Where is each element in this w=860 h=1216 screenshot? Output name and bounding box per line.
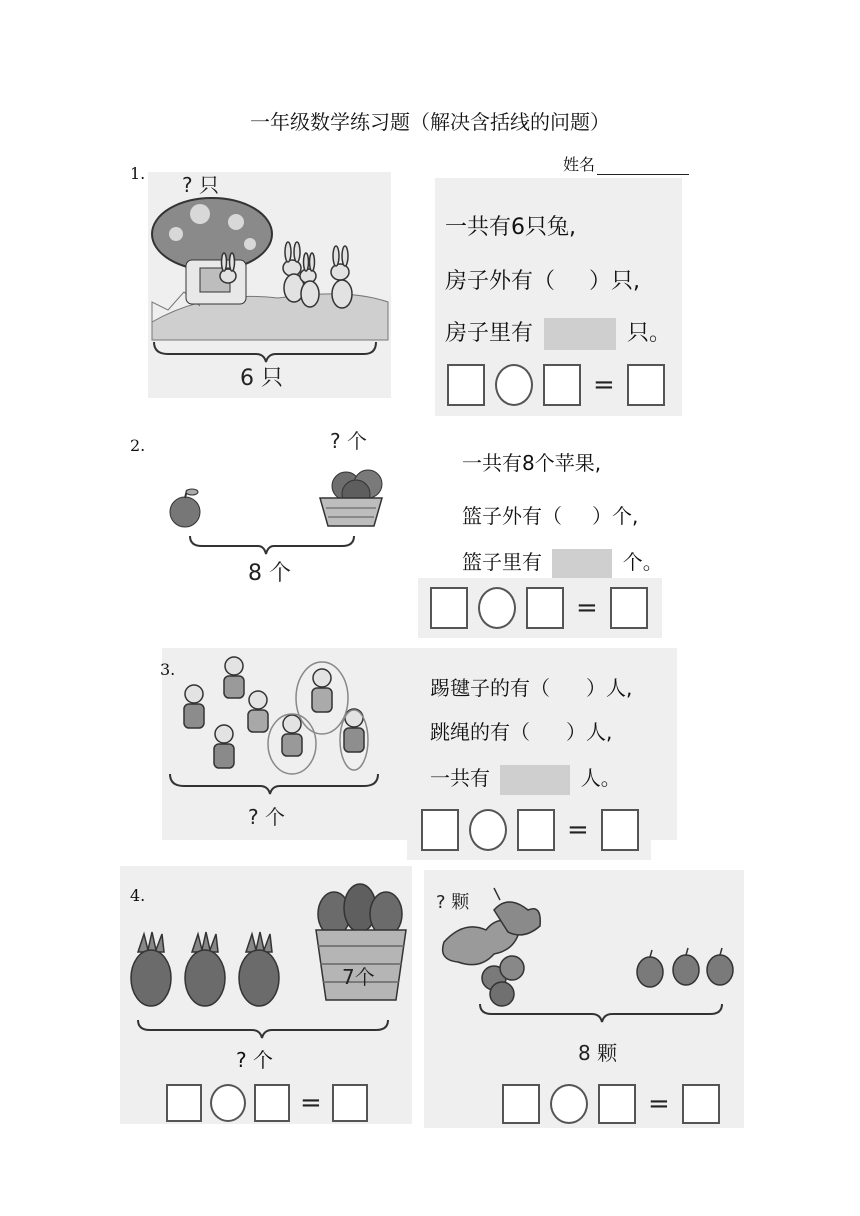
operand-box[interactable] [254,1084,290,1122]
brace [190,536,354,554]
name-field [563,152,689,175]
operand-box[interactable] [421,809,459,851]
q3-picture [164,648,396,838]
q2-line-outside: 篮子外有（ ）个, [462,504,639,528]
brace [154,342,376,362]
result-box[interactable] [601,809,639,851]
q3-line-rope: 跳绳的有（ ）人, [430,720,613,744]
q4-basket-label: 7个 [342,965,375,989]
children-icon [184,657,364,768]
equation-row [407,800,651,860]
equals-sign: = [648,1089,670,1119]
q5-total: 8 颗 [578,1041,618,1065]
result-box[interactable] [610,587,648,629]
answer-box[interactable] [552,549,612,579]
pineapple-icon [131,932,279,1006]
answer-box[interactable] [500,765,570,795]
q2-line-inside: 篮子里有 个。 [462,546,663,579]
question-number: 2. [130,436,146,455]
equals-sign: = [567,815,589,845]
operator-circle[interactable] [469,809,507,851]
result-box[interactable] [682,1084,720,1124]
operand-box[interactable] [166,1084,202,1122]
operand-box[interactable] [502,1084,540,1124]
equation-row [418,578,662,638]
q2-question-mark: ? 个 [330,429,367,453]
operand-box[interactable] [526,587,564,629]
q1-total: 6 只 [240,366,283,391]
q3-line-total: 一共有 人。 [430,762,621,795]
name-blank[interactable] [597,156,689,175]
equation-row [502,1084,720,1124]
operator-circle[interactable] [550,1084,588,1124]
q5-question-mark: ? 颗 [436,892,470,913]
page-title: 一年级数学练习题（解决含括线的问题） [250,110,610,134]
result-box[interactable] [332,1084,368,1122]
operator-circle[interactable] [495,364,533,406]
q2-total: 8 个 [248,561,291,586]
equation-row [166,1084,368,1122]
q4-picture [120,866,412,1056]
q1-question-mark: ? 只 [182,173,219,197]
result-box[interactable] [627,364,665,406]
q2-picture [160,428,400,592]
fruit-icon [637,948,733,987]
brace [480,1004,722,1022]
brace [170,774,378,794]
equals-sign: = [576,593,598,623]
equation-row [447,364,665,406]
q3-total: ? 个 [248,805,285,829]
operand-box[interactable] [598,1084,636,1124]
operand-box[interactable] [517,809,555,851]
operator-circle[interactable] [478,587,516,629]
equals-sign: = [593,370,615,400]
q1-line-inside: 房子里有 只。 [445,316,671,350]
brace [138,1020,388,1038]
q3-line-shuttlecock: 踢毽子的有（ ）人, [430,676,633,700]
question-number: 4. [130,886,146,905]
apple-icon [170,489,200,527]
q4-total: ? 个 [236,1048,273,1072]
equals-sign: = [300,1088,322,1118]
operator-circle[interactable] [210,1084,246,1122]
operand-box[interactable] [430,587,468,629]
answer-box[interactable] [544,318,616,350]
q2-line-total: 一共有8个苹果, [462,451,602,475]
basket-icon [320,470,382,526]
question-number: 1. [130,164,146,183]
q5-picture [424,870,744,1070]
operand-box[interactable] [543,364,581,406]
q1-line-outside: 房子外有（ ）只, [445,269,641,294]
question-number: 3. [160,660,176,679]
q1-text-panel [435,178,682,416]
name-label: 姓名 [563,155,596,174]
q1-picture-panel [148,172,391,398]
q1-picture [148,172,391,398]
operand-box[interactable] [447,364,485,406]
q1-line-total: 一共有6只兔, [445,215,576,240]
